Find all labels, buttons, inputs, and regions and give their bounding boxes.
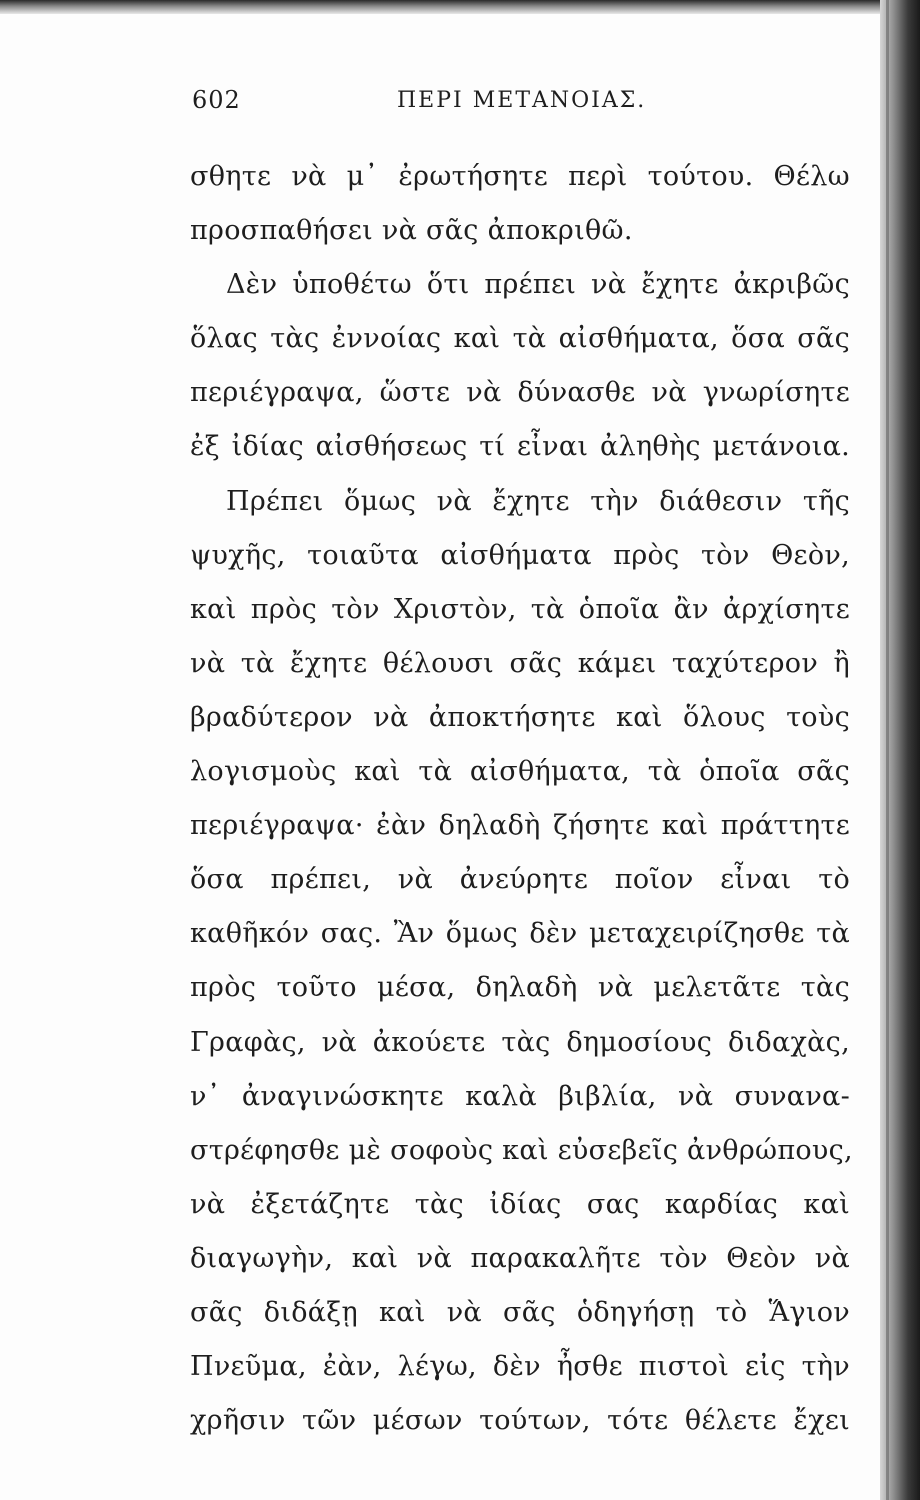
page-top-shadow	[0, 0, 920, 14]
book-spine-edge	[880, 0, 920, 1500]
text-line: νὰ ἐξετάζητε τὰς ἰδίας σας καρδίας καὶ	[190, 1188, 850, 1220]
page-header	[192, 86, 852, 126]
text-line: ὅσα πρέπει, νὰ ἀνεύρητε ποῖον εἶναι τὸ	[190, 864, 850, 896]
running-title: ΠΕΡΙ ΜΕΤΑΝΟΙΑΣ.	[397, 88, 647, 113]
text-line: προσπαθήσει νὰ σᾶς ἀποκριθῶ.	[190, 215, 633, 247]
text-line: νὰ τὰ ἔχητε θέλουσι σᾶς κάμει ταχύτερον ἢ	[190, 647, 850, 679]
text-line: ν᾽ ἀναγινώσκητε καλὰ βιβλία, νὰ συνανα-	[190, 1080, 850, 1112]
text-line: πρὸς τοῦτο μέσα, δηλαδὴ νὰ μελετᾶτε τὰς	[190, 972, 850, 1004]
page-number: 602	[192, 86, 241, 114]
text-line: ψυχῆς, τοιαῦτα αἰσθήματα πρὸς τὸν Θεὸν,	[190, 539, 850, 571]
text-line: λογισμοὺς καὶ τὰ αἰσθήματα, τὰ ὁποῖα σᾶς	[190, 756, 850, 788]
text-line: Πνεῦμα, ἐὰν, λέγω, δὲν ἦσθε πιστοὶ εἰς τὴν	[190, 1351, 850, 1383]
text-line: Δὲν ὑποθέτω ὅτι πρέπει νὰ ἔχητε ἀκριβῶς	[226, 269, 850, 301]
text-line: Γραφὰς, νὰ ἀκούετε τὰς δημοσίους διδαχὰς,	[190, 1026, 850, 1058]
text-line: ὅλας τὰς ἐννοίας καὶ τὰ αἰσθήματα, ὅσα σᾶς	[190, 323, 850, 355]
text-line: ἐξ ἰδίας αἰσθήσεως τί εἶναι ἀληθὴς μετάνοια.	[190, 431, 850, 463]
text-line: καθῆκόν σας. Ἂν ὅμως δὲν μεταχειρίζησθε τὰ	[190, 918, 850, 950]
text-line: σθητε νὰ μ᾽ ἐρωτήσητε περὶ τούτου. Θέλω	[190, 161, 850, 192]
body-text	[190, 150, 853, 1448]
text-line: περιέγραψα· ἐὰν δηλαδὴ ζήσητε καὶ πράττητε	[190, 810, 850, 842]
text-line: Πρέπει ὅμως νὰ ἔχητε τὴν διάθεσιν τῆς	[226, 485, 850, 517]
text-line: σᾶς διδάξῃ καὶ νὰ σᾶς ὁδηγήσῃ τὸ Ἅγιον	[190, 1296, 850, 1328]
text-line: χρῆσιν τῶν μέσων τούτων, τότε θέλετε ἔχει	[190, 1405, 850, 1437]
text-line: στρέφησθε μὲ σοφοὺς καὶ εὐσεβεῖς ἀνθρώπους,	[190, 1134, 853, 1166]
text-line: βραδύτερον νὰ ἀποκτήσητε καὶ ὅλους τοὺς	[190, 701, 850, 733]
text-line: περιέγραψα, ὥστε νὰ δύνασθε νὰ γνωρίσητε	[190, 377, 850, 409]
text-line: καὶ πρὸς τὸν Χριστὸν, τὰ ὁποῖα ἂν ἀρχίσητε	[190, 593, 850, 625]
text-line: διαγωγὴν, καὶ νὰ παρακαλῆτε τὸν Θεὸν νὰ	[190, 1242, 850, 1274]
